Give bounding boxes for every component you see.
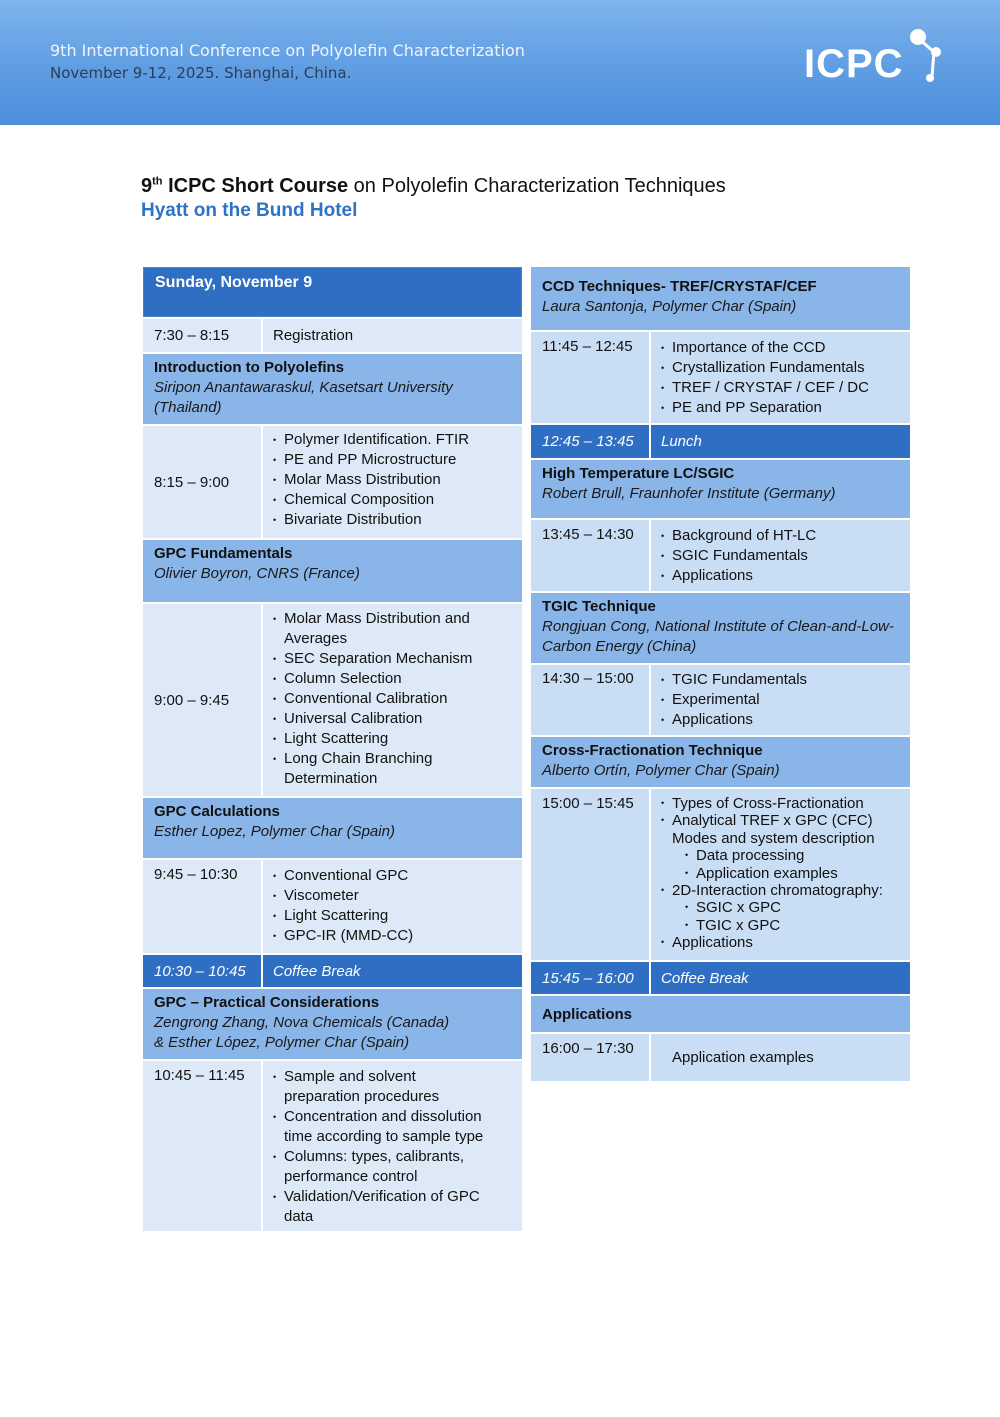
session-row-htlc (531, 518, 910, 591)
topic-item: • Universal Calibration (273, 709, 482, 729)
topic-item: • Application examples (685, 865, 890, 882)
session-row-tgic (531, 663, 910, 735)
topic-list (263, 430, 522, 530)
topic-list (651, 795, 910, 952)
session-speaker: & Esther López, Polymer Char (Spain) (154, 1034, 410, 1051)
topic-list (651, 670, 910, 730)
topic-item: • TREF / CRYSTAF / CEF / DC (661, 378, 902, 398)
session-time: 11:45 – 12:45 (531, 332, 649, 423)
break-label: Coffee Break (649, 962, 910, 994)
break-time: 10:30 – 10:45 (143, 955, 261, 987)
session-speaker: Robert Brull, Fraunhofer Institute (Germany) (542, 485, 836, 502)
coffee-break-row (531, 960, 910, 994)
title-ordinal-suffix: th (152, 175, 163, 188)
topic-item: • Light Scattering (273, 906, 514, 926)
session-label: Registration (261, 319, 522, 352)
topic-item: • SEC Separation Mechanism (273, 649, 482, 669)
session-topics (649, 520, 910, 591)
icpc-logo (804, 24, 954, 94)
session-time: 10:45 – 11:45 (143, 1061, 261, 1231)
session-header-intro (143, 352, 522, 424)
break-time: 12:45 – 13:45 (531, 425, 649, 458)
topic-item: • Columns: types, calibrants, performance control (273, 1147, 492, 1187)
session-speaker: Alberto Ortín, Polymer Char (Spain) (542, 762, 780, 779)
session-topics (261, 426, 522, 538)
molecule-icon (904, 24, 954, 94)
topic-item: • SGIC Fundamentals (661, 546, 902, 566)
session-topics (649, 332, 910, 423)
header-banner (0, 0, 1000, 125)
session-title: GPC – Practical Considerations (154, 994, 380, 1011)
topic-item: • Molar Mass Distribution (273, 470, 514, 490)
title-ordinal: 9 (141, 175, 153, 197)
session-topics (261, 860, 522, 953)
topic-list (651, 526, 910, 586)
session-header-gpc-fundamentals (143, 538, 522, 602)
session-speaker: Rongjuan Cong, National Institute of Clean-and-Low-Carbon Energy (China) (542, 618, 894, 655)
session-row-gpc-calculations (143, 858, 522, 953)
session-header-applications (531, 994, 910, 1032)
session-topics (261, 604, 522, 796)
topic-list (263, 609, 522, 789)
topic-item: • TGIC Fundamentals (661, 670, 902, 690)
session-row-intro (143, 424, 522, 538)
topic-item: • Column Selection (273, 669, 482, 689)
session-time: 14:30 – 15:00 (531, 665, 649, 735)
session-time: 9:45 – 10:30 (143, 860, 261, 953)
topic-item: • PE and PP Separation (661, 398, 902, 418)
session-title: GPC Calculations (154, 803, 280, 820)
session-time: 16:00 – 17:30 (531, 1034, 649, 1081)
topic-item: • Molar Mass Distribution and Averages (273, 609, 482, 649)
session-speaker: Olivier Boyron, CNRS (France) (154, 565, 360, 582)
topic-item: • Experimental (661, 690, 902, 710)
topic-item: • Viscometer (273, 886, 514, 906)
logo-wordmark: ICPC (804, 42, 904, 86)
session-row-ccd (531, 330, 910, 423)
topic-item: • Applications (661, 710, 902, 730)
topic-item: • Long Chain Branching Determination (273, 749, 482, 789)
session-row-gpc-fundamentals (143, 602, 522, 796)
session-header-htlc (531, 458, 910, 518)
session-title: TGIC Technique (542, 598, 656, 615)
session-time: 9:00 – 9:45 (143, 604, 261, 796)
session-header-cfc (531, 735, 910, 787)
session-header-gpc-calculations (143, 796, 522, 858)
topic-item: • 2D-Interaction chromatography: (661, 882, 890, 899)
venue: Hyatt on the Bund Hotel (141, 200, 358, 221)
conference-title: 9th International Conference on Polyolefin Characterization (50, 41, 525, 60)
session-row-cfc (531, 787, 910, 960)
session-title: High Temperature LC/SGIC (542, 465, 735, 482)
topic-list (263, 866, 522, 946)
session-title: GPC Fundamentals (154, 545, 293, 562)
break-label: Lunch (649, 425, 910, 458)
conference-dates: November 9-12, 2025. Shanghai, China. (50, 64, 352, 82)
topic-item: • Crystallization Fundamentals (661, 358, 902, 378)
topic-item: • Conventional GPC (273, 866, 514, 886)
session-title: Introduction to Polyolefins (154, 359, 344, 376)
topic-item: • Validation/Verification of GPC data (273, 1187, 492, 1227)
session-title: Applications (542, 1006, 633, 1023)
session-speaker: Laura Santonja, Polymer Char (Spain) (542, 298, 797, 315)
topic-item: • Concentration and dissolution time according to sample type (273, 1107, 492, 1147)
session-title: CCD Techniques- TREF/CRYSTAF/CEF (542, 278, 817, 295)
session-header-gpc-practical (143, 987, 522, 1059)
session-time: 13:45 – 14:30 (531, 520, 649, 591)
topic-item: • Importance of the CCD (661, 338, 902, 358)
topic-item: • Applications (661, 934, 890, 951)
session-time: 7:30 – 8:15 (143, 319, 261, 352)
session-topics (261, 1061, 522, 1231)
topic-item: • Sample and solvent preparation procedures (273, 1067, 492, 1107)
title-rest: on Polyolefin Characterization Techniques (353, 175, 726, 197)
session-header-tgic (531, 591, 910, 663)
session-speaker: Esther Lopez, Polymer Char (Spain) (154, 823, 395, 840)
session-row-applications (531, 1032, 910, 1081)
topic-item: • Light Scattering (273, 729, 482, 749)
topic-item: • Data processing (685, 847, 890, 864)
title-bold: ICPC Short Course (168, 175, 349, 197)
session-topics (649, 665, 910, 735)
topic-item: • PE and PP Microstructure (273, 450, 514, 470)
registration-row (143, 317, 522, 352)
topic-item: • Chemical Composition (273, 490, 514, 510)
topic-list (263, 1067, 522, 1227)
topic-item: • Conventional Calibration (273, 689, 482, 709)
break-label: Coffee Break (261, 955, 522, 987)
session-speaker: Siripon Anantawaraskul, Kasetsart University (Thailand) (154, 379, 453, 416)
session-time: 8:15 – 9:00 (143, 426, 261, 538)
topic-item: • Applications (661, 566, 902, 586)
coffee-break-row (143, 953, 522, 987)
topic-item: • Background of HT-LC (661, 526, 902, 546)
session-topics (649, 789, 910, 960)
topic-item: • Analytical TREF x GPC (CFC) Modes and system description (661, 812, 890, 847)
topic-item: • Polymer Identification. FTIR (273, 430, 514, 450)
session-time: 15:00 – 15:45 (531, 789, 649, 960)
lunch-row (531, 423, 910, 458)
topic-item: • GPC-IR (MMD-CC) (273, 926, 514, 946)
session-label: Application examples (649, 1034, 910, 1081)
topic-list (651, 338, 910, 418)
session-header-ccd (531, 267, 910, 330)
topic-item: • Types of Cross-Fractionation (661, 795, 890, 812)
page-title (141, 175, 726, 198)
session-row-gpc-practical (143, 1059, 522, 1231)
topic-item: • TGIC x GPC (685, 917, 890, 934)
break-time: 15:45 – 16:00 (531, 962, 649, 994)
topic-item: • Bivariate Distribution (273, 510, 514, 530)
session-speaker: Zengrong Zhang, Nova Chemicals (Canada) (154, 1014, 450, 1031)
session-title: Cross-Fractionation Technique (542, 742, 763, 759)
topic-item: • SGIC x GPC (685, 899, 890, 916)
day-header: Sunday, November 9 (143, 267, 522, 317)
